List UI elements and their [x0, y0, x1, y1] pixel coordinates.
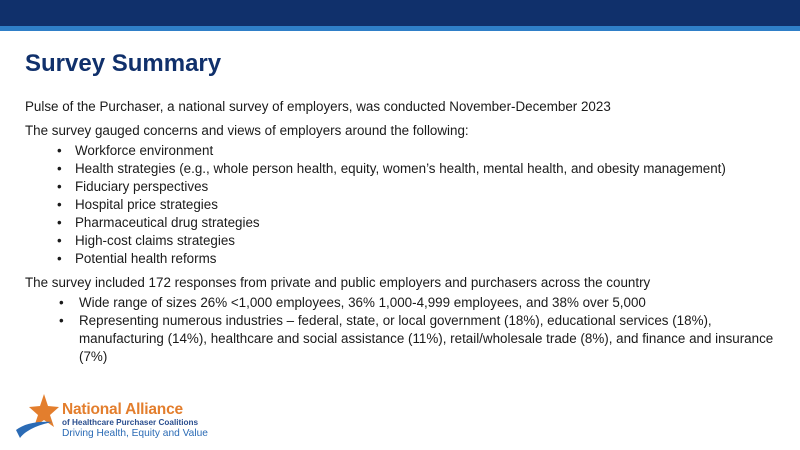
list-item: • Pharmaceutical drug strategies	[25, 214, 795, 232]
list-item: • Workforce environment	[25, 142, 795, 160]
logo-tagline: Driving Health, Equity and Value	[62, 428, 208, 439]
slide-title: Survey Summary	[25, 50, 222, 77]
header-accent-stripe	[0, 26, 800, 31]
response-details-list	[25, 294, 795, 366]
star-person-icon	[14, 390, 60, 440]
topics-heading: The survey gauged concerns and views of employers around the following:	[25, 123, 469, 138]
national-alliance-logo	[14, 390, 224, 442]
list-item: • Wide range of sizes 26% <1,000 employees, 36% 1,000-4,999 employees, and 38% over 5,000	[25, 294, 795, 312]
logo-text	[62, 402, 208, 440]
list-item: • Potential health reforms	[25, 250, 795, 268]
list-item: • Fiduciary perspectives	[25, 178, 795, 196]
responses-heading: The survey included 172 responses from private and public employers and purchasers across the country	[25, 275, 651, 290]
logo-subtitle: of Healthcare Purchaser Coalitions	[62, 418, 199, 427]
logo-name: National Alliance	[62, 401, 183, 418]
slide-body	[25, 98, 795, 372]
list-item: • Health strategies (e.g., whole person health, equity, women’s health, mental health, and obesity management)	[25, 160, 795, 178]
header-bar	[0, 0, 800, 26]
intro-paragraph: Pulse of the Purchaser, a national survey of employers, was conducted November-December 2023	[25, 99, 611, 114]
list-item: • Hospital price strategies	[25, 196, 795, 214]
list-item: • Representing numerous industries – federal, state, or local government (18%), educational services (18%), manufacturing (14%), healthcare and social assistance (11%), retail/wholesale trade (8%), and finance and insurance (7%)	[25, 312, 795, 366]
topics-list	[25, 142, 795, 268]
list-item: • High-cost claims strategies	[25, 232, 795, 250]
